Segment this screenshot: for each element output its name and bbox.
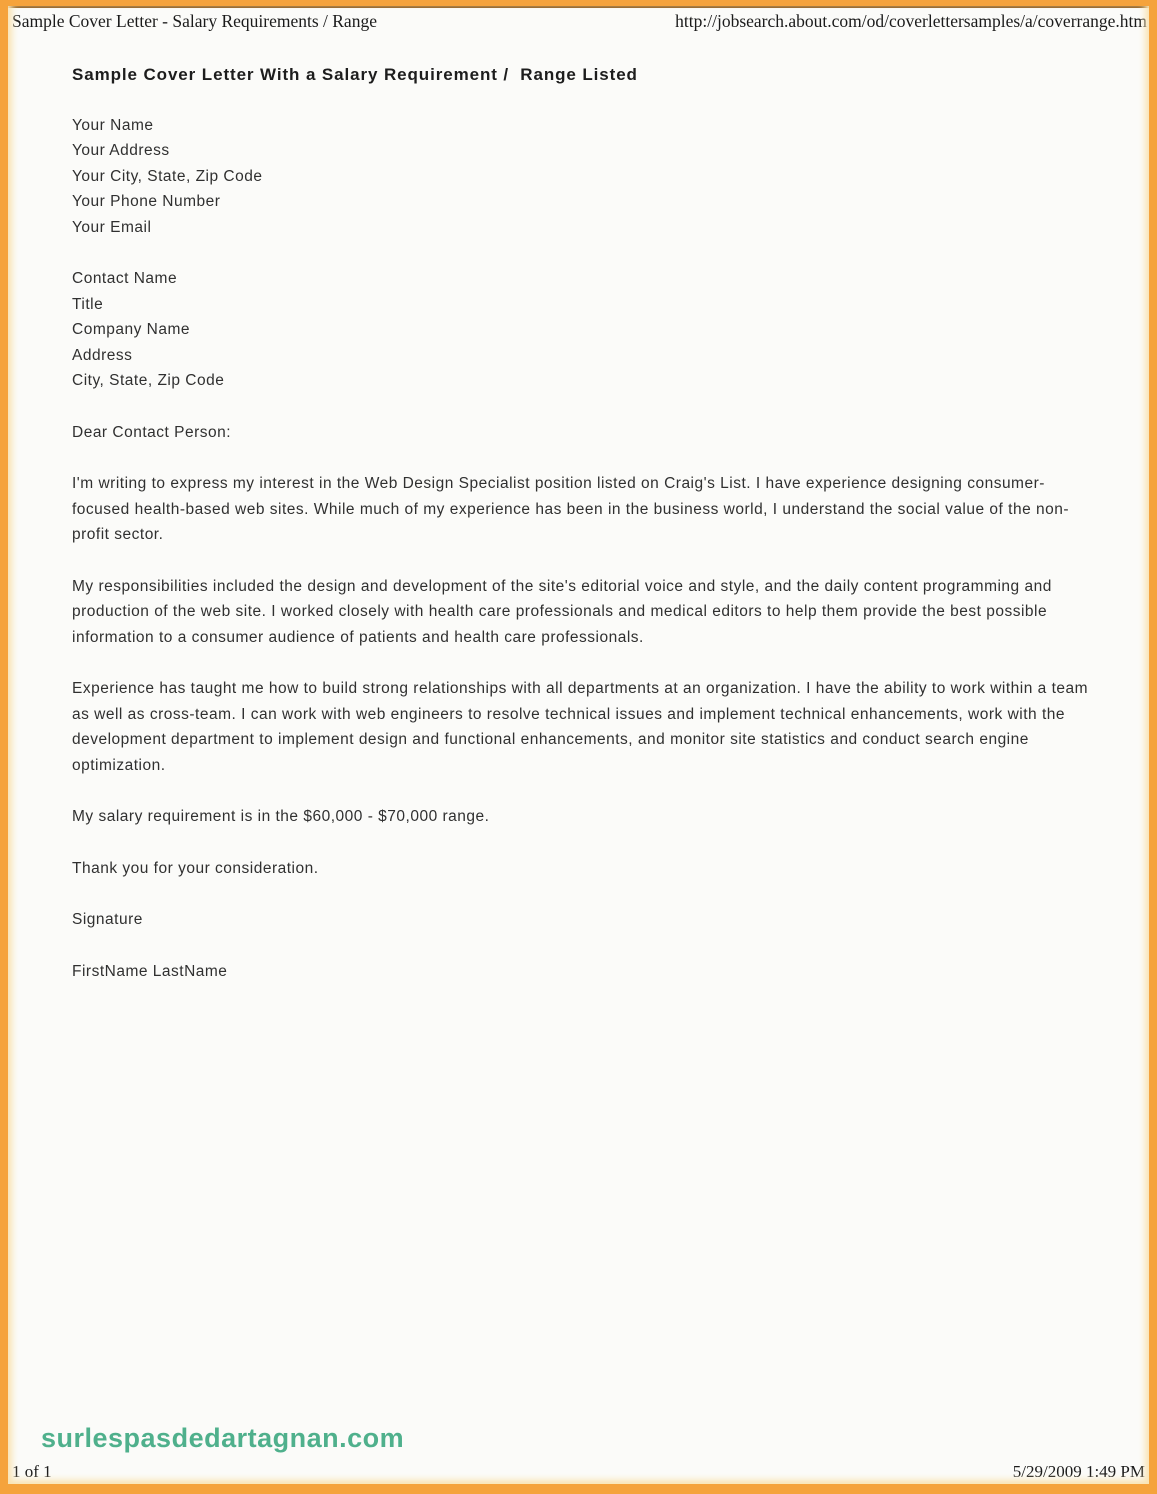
sender-line: Your Name (72, 116, 154, 134)
cover-letter (8, 32, 1149, 984)
recipient-line: Title (72, 295, 104, 313)
letter-heading: Sample Cover Letter With a Salary Requirement / Range Listed (72, 65, 638, 84)
page-number: 1 of 1 (12, 1462, 52, 1482)
letter-paragraph: My responsibilities included the design and development of the site's editorial voice and style, and the daily content programming and production of the web site. I worked closely with health care professionals and medical editors to help them provide the best possible information to a consumer audience of patients and health care professionals. (72, 577, 1052, 646)
sender-line: Your Phone Number (72, 193, 221, 210)
print-header-title: Sample Cover Letter - Salary Requirements / Range (12, 11, 377, 31)
top-divider-line (8, 6, 1149, 8)
sender-line: Your Address (72, 142, 170, 159)
print-header (8, 6, 1149, 32)
recipient-line: Contact Name (72, 270, 178, 287)
signed-name: FirstName LastName (72, 962, 228, 980)
recipient-line: City, State, Zip Code (72, 372, 225, 389)
site-watermark: surlespasdedartagnan.com (41, 1423, 405, 1453)
letter-paragraph: I'm writing to express my interest in the Web Design Specialist position listed on Craig's List. I have experience designing consumer-focused health-based web sites. While much of my experience has been in the business world, I understand the social value of the non-profit sector. (72, 475, 1070, 543)
print-footer (12, 1463, 1145, 1482)
recipient-address-block (72, 266, 1095, 394)
sender-line: Your Email (72, 218, 152, 236)
recipient-line: Address (72, 346, 133, 364)
thank-you-line: Thank you for your consideration. (72, 859, 319, 877)
print-timestamp: 5/29/2009 1:49 PM (1012, 1462, 1145, 1482)
signature-label: Signature (72, 911, 143, 928)
print-header-url: http://jobsearch.about.com/od/coverlettersamples/a/coverrange.htm (675, 11, 1147, 31)
letter-paragraph: Experience has taught me how to build strong relationships with all departments at an organization. I have the ability to work within a team as well as cross-team. I can work with web engineers to resolve technical issues and implement technical enhancements, work with the development department to implement design and functional enhancements, and monitor site statistics and conduct search engine optimization. (72, 680, 1089, 774)
salary-line: My salary requirement is in the $60,000 - $70,000 range. (72, 808, 490, 825)
salutation: Dear Contact Person: (72, 423, 232, 441)
sender-line: Your City, State, Zip Code (72, 167, 263, 185)
recipient-line: Company Name (72, 321, 190, 338)
sender-address-block (72, 113, 1095, 241)
